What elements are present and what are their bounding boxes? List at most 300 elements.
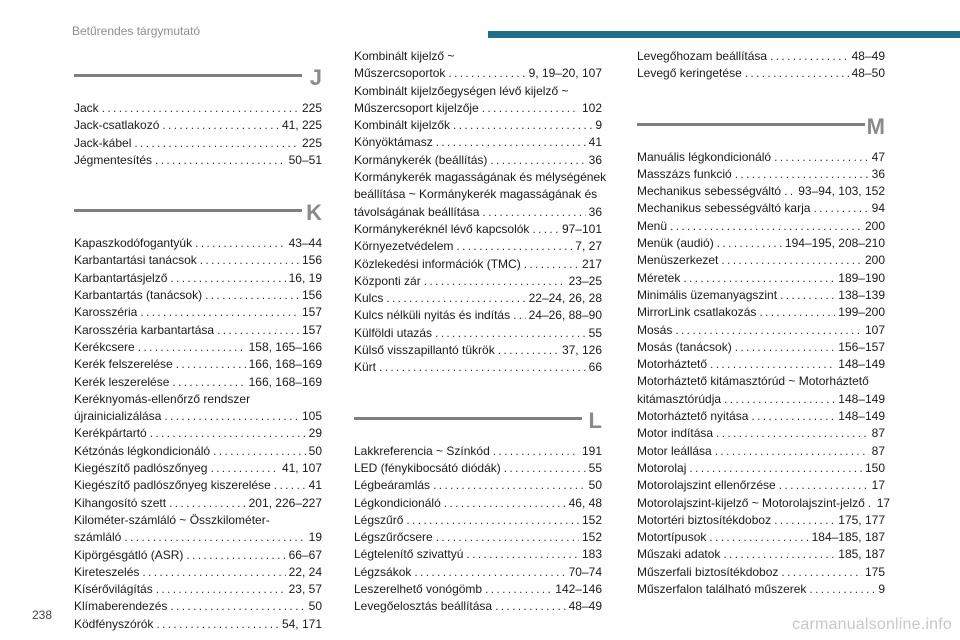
index-entry [637, 166, 885, 183]
index-entry [354, 134, 602, 151]
index-entry-pages: 22, 24 [288, 564, 322, 579]
index-entry [354, 238, 602, 255]
index-entry [637, 356, 885, 373]
index-entry [354, 117, 602, 134]
index-entry-pages: 225 [301, 135, 322, 150]
index-entry-pages: 156 [301, 253, 322, 268]
index-entry-label: Kerékcsere [74, 339, 135, 354]
index-entry-label: Kulcs nélküli nyitás és indítás [354, 308, 511, 323]
index-entry [74, 529, 322, 546]
index-entry-pages: 191 [581, 443, 602, 458]
index-entry [637, 218, 885, 235]
index-entry [637, 149, 885, 166]
index-entry-pages: 200 [864, 218, 885, 233]
index-entry-label: Kerék felszerelése [74, 357, 173, 372]
index-entry-pages: 199–200 [838, 305, 885, 320]
index-entry-pages: 41 [308, 478, 322, 493]
index-entry-label: Központi zár [354, 273, 421, 288]
dot-leader [138, 339, 246, 356]
index-entry-pages: 37, 126 [561, 343, 602, 358]
index-entry [74, 564, 322, 581]
index-entry-label: Méretek [637, 270, 681, 285]
index-entry-label: Manuális légkondicionáló [637, 149, 772, 164]
index-entry-label: Lakkreferencia ~ Színkód [354, 443, 490, 458]
dot-leader [453, 117, 592, 134]
index-entry-pages: 142–146 [555, 582, 602, 597]
dot-leader [784, 183, 795, 200]
index-entry-label: Jack-csatlakozó [74, 118, 160, 133]
index-entry-label: távolságának beállítása [354, 204, 480, 219]
index-entry-label: Mechanikus sebességváltó karja [637, 201, 811, 216]
index-entry-pages: 200 [864, 253, 885, 268]
index-entry-label: Leszerelhető vonógömb [354, 582, 483, 597]
index-entry-label: újrainicializálása [74, 409, 162, 424]
index-section [74, 64, 322, 169]
index-entry [354, 359, 602, 376]
index-entry-pages: 166, 168–169 [248, 374, 322, 389]
index-entry-label: Mosás [637, 322, 673, 337]
dot-leader [386, 290, 525, 307]
index-entry-label: Klímaberendezés [74, 599, 168, 614]
section-letter: J [309, 65, 322, 90]
index-entry-label: Kerékpártartó [74, 426, 147, 441]
dot-leader [780, 287, 835, 304]
index-entry-label: Menü [637, 218, 668, 233]
index-entry [354, 342, 602, 359]
dot-leader [493, 443, 579, 460]
index-entry-pages: 189–190 [838, 270, 885, 285]
index-entry-pages: 41 [588, 135, 602, 150]
index-entry [637, 443, 885, 460]
index-entry [637, 512, 885, 529]
index-entry-pages: 54, 171 [281, 616, 322, 631]
dot-leader [715, 443, 869, 460]
index-entry-pages: 36 [871, 166, 885, 181]
dot-leader [868, 495, 874, 512]
dot-leader [435, 325, 586, 342]
section-heading [74, 199, 322, 235]
dot-leader [176, 356, 246, 373]
index-entry-label: Motor leállása [637, 443, 712, 458]
index-entry-pages: 50–51 [288, 152, 322, 167]
index-entry [354, 256, 602, 273]
index-entry-pages: 194–195, 208–210 [784, 236, 885, 251]
index-entry-pages: 150 [864, 460, 885, 475]
index-entry [637, 65, 885, 82]
index-entry-continued-line: Kormánykerék magasságának és mélységének [354, 170, 607, 185]
index-entry-pages: 152 [581, 530, 602, 545]
index-entry-continued-line: Kombinált kijelzőegységen lévő kijelző ~ [354, 83, 569, 98]
index-entry-label: Motorolajszint-kijelző ~ Motorolajszint-jelző [637, 495, 865, 510]
index-entry-pages: 217 [581, 256, 602, 271]
index-section [637, 113, 891, 599]
index-entry [637, 564, 885, 581]
index-entry-label: kitámasztórúdja [637, 391, 722, 406]
index-entry-label: Minimális üzemanyagszint [637, 287, 778, 302]
index-entry-continued-line: Kilométer-számláló ~ Összkilométer- [74, 512, 270, 527]
index-entry-pages: 184–185, 187 [811, 530, 885, 545]
dot-leader [683, 270, 835, 287]
index-entry [637, 48, 885, 65]
index-entry [74, 135, 322, 152]
index-entry-pages: 138–139 [838, 287, 885, 302]
dot-leader [124, 529, 305, 546]
index-entry [74, 322, 322, 339]
index-entry-continued-line: Kombinált kijelző ~ [354, 49, 455, 63]
index-entry-label: Kireteszelés [74, 564, 140, 579]
dot-leader [200, 252, 299, 269]
index-entry-pages: 50 [308, 443, 322, 458]
index-entry-pages: 105 [301, 409, 322, 424]
index-entry [637, 183, 885, 200]
section-heading [74, 64, 322, 100]
index-entry [637, 200, 885, 217]
index-entry-pages: 175, 177 [838, 512, 885, 527]
index-entry-label: Karosszéria [74, 305, 138, 320]
index-entry-pages: 41, 107 [281, 461, 322, 476]
index-entry [74, 100, 322, 117]
index-entry-pages: 156–157 [838, 339, 885, 354]
dot-leader [210, 460, 279, 477]
index-entry-label: Kombinált kijelzők [354, 118, 451, 133]
index-entry [637, 425, 885, 442]
index-entry-pages: 87 [871, 443, 885, 458]
index-entry-label: Motortéri biztosítékdoboz [637, 512, 772, 527]
index-entry-pages: 48–49 [851, 49, 885, 63]
dot-leader [670, 218, 862, 235]
index-entry-pages: 50 [588, 478, 602, 493]
index-entry [637, 408, 885, 425]
index-entry-pages: 148–149 [838, 391, 885, 406]
index-column [354, 48, 607, 616]
index-entry-pages: 48–49 [568, 599, 602, 614]
index-entry-pages: 70–74 [568, 564, 602, 579]
dot-leader [170, 270, 285, 287]
index-entry [354, 443, 602, 460]
dot-leader [424, 273, 566, 290]
dot-leader [466, 546, 579, 563]
index-entry-pages: 107 [864, 322, 885, 337]
index-entry [637, 546, 885, 563]
index-entry [74, 460, 322, 477]
index-entry [354, 307, 602, 324]
index-entry-pages: 55 [588, 325, 602, 340]
index-entry-pages: 87 [871, 426, 885, 441]
index-entry-label: Légszűrőcsere [354, 530, 433, 545]
dot-leader [809, 581, 875, 598]
index-entry-pages: 9 [595, 118, 602, 133]
index-entry-pages: 185, 187 [838, 547, 885, 562]
index-entry [74, 408, 322, 425]
index-entry [354, 598, 602, 615]
index-entry-label: Légbeáramlás [354, 478, 431, 493]
index-entry-label: Levegőhozam beállítása [637, 49, 768, 63]
index-entry-pages: 17 [876, 495, 891, 510]
index-entry [354, 221, 602, 238]
index-entry [74, 339, 322, 356]
index-entry-label: Motorolajszint ellenőrzése [637, 478, 776, 493]
index-entry-label: Műszaki adatok [637, 547, 721, 562]
index-entry-label: Karbantartás (tanácsok) [74, 288, 203, 303]
dot-leader [140, 304, 299, 321]
index-entry [74, 443, 322, 460]
index-entry-label: Motortípusok [637, 530, 707, 545]
index-entry-pages: 43–44 [288, 236, 322, 251]
index-entry-pages: 157 [301, 322, 322, 337]
index-entry-label: Motor indítása [637, 426, 714, 441]
index-entry [74, 270, 322, 287]
section-letter: M [866, 113, 885, 139]
dot-leader [735, 339, 836, 356]
index-entry [74, 425, 322, 442]
index-entry-label: LED (fénykibocsátó diódák) [354, 460, 501, 475]
index-entry [354, 529, 602, 546]
dot-leader [162, 117, 279, 134]
index-entry-pages: 29 [308, 426, 322, 441]
index-entry [74, 152, 322, 169]
dot-leader [774, 512, 835, 529]
index-entry [354, 65, 602, 82]
index-entry [637, 529, 885, 546]
index-entry [74, 252, 322, 269]
dot-leader [205, 287, 299, 304]
index-entry-label: Kapaszkodófogantyúk [74, 236, 193, 251]
index-entry-label: Menük (audió) [637, 236, 714, 251]
index-entry-label: számláló [74, 530, 122, 545]
section-letter: K [306, 200, 322, 226]
index-entry [354, 204, 602, 221]
index-entry [637, 581, 885, 598]
index-entry-label: Könyöktámasz [354, 135, 433, 150]
dot-leader [134, 135, 299, 152]
index-entry-pages: 16, 19 [288, 270, 322, 285]
index-entry-pages: 66–67 [288, 547, 322, 562]
dot-leader [169, 495, 246, 512]
dot-leader [759, 304, 835, 321]
dot-leader [156, 581, 286, 598]
dot-leader [709, 529, 808, 546]
index-entry-label: Kihangosító szett [74, 495, 167, 510]
running-header-title: Betűrendes tárgymutató [72, 24, 201, 38]
index-entry-label: Külső visszapillantó tükrök [354, 343, 495, 358]
index-entry-label: Karbantartásjelző [74, 270, 168, 285]
index-entry-label: Légkondicionáló [354, 495, 441, 510]
index-entry-pages: 23–25 [568, 273, 602, 288]
dot-leader [186, 547, 285, 564]
index-entry-label: Karbantartási tanácsok [74, 253, 197, 268]
watermark: carmanualsonline.info [792, 616, 952, 633]
index-entry-pages: 148–149 [838, 357, 885, 372]
index-entry-pages: 9 [878, 582, 885, 597]
dot-leader [751, 408, 835, 425]
index-section [354, 48, 607, 377]
index-entry-label: Ködfényszórók [74, 616, 154, 631]
index-entry [637, 339, 885, 356]
index-entry-label: MirrorLink csatlakozás [637, 305, 757, 320]
header-accent-bar [488, 31, 960, 38]
dot-leader [436, 134, 586, 151]
dot-leader [456, 238, 572, 255]
index-entry-label: Jack-kábel [74, 135, 132, 150]
index-entry-pages: 17 [871, 478, 885, 493]
section-rule [637, 123, 865, 126]
dot-leader [155, 152, 286, 169]
index-entry [74, 495, 322, 512]
index-entry-pages: 50 [308, 599, 322, 614]
dot-leader [524, 256, 579, 273]
index-entry [354, 564, 602, 581]
index-entry-pages: 201, 226–227 [248, 495, 322, 510]
dot-leader [770, 48, 849, 65]
index-column [637, 48, 891, 598]
dot-leader [172, 374, 245, 391]
index-section [74, 199, 322, 633]
index-entry [354, 325, 602, 342]
index-entry [74, 304, 322, 321]
dot-leader [724, 391, 835, 408]
index-entry [637, 252, 885, 269]
index-entry-continued-line: beállítása ~ Kormánykerék magasságának és [354, 187, 598, 202]
dot-leader [490, 152, 585, 169]
dot-leader [142, 564, 285, 581]
index-entry [74, 235, 322, 252]
dot-leader [735, 166, 869, 183]
index-entry-label: Masszázs funkció [637, 166, 732, 181]
section-letter: L [588, 407, 602, 433]
dot-leader [102, 100, 299, 117]
index-entry-pages: 156 [301, 288, 322, 303]
index-entry [354, 290, 602, 307]
index-section [637, 48, 885, 83]
dot-leader [513, 307, 526, 324]
index-entry-pages: 41, 225 [281, 118, 322, 133]
index-entry-label: Közlekedési információk (TMC) [354, 256, 521, 271]
index-entry [354, 152, 602, 169]
dot-leader [485, 581, 552, 598]
index-entry-label: Légszűrő [354, 512, 404, 527]
index-entry-label: Kipörgésgátló (ASR) [74, 547, 184, 562]
index-entry [637, 495, 891, 512]
index-entry-label: Kísérővilágítás [74, 582, 153, 597]
index-entry-label: Kerék leszerelése [74, 374, 170, 389]
dot-leader [495, 598, 566, 615]
index-entry-pages: 166, 168–169 [248, 357, 322, 372]
index-entry [354, 477, 602, 494]
dot-leader [195, 235, 286, 252]
section-rule [74, 209, 302, 212]
index-entry-pages: 47 [871, 149, 885, 164]
index-entry-pages: 22–24, 26, 28 [528, 291, 602, 306]
index-entry-label: Levegőelosztás beállítása [354, 599, 493, 614]
dot-leader [723, 546, 835, 563]
index-entry-continued-line: Keréknyomás-ellenőrző rendszer [74, 391, 251, 406]
index-entry [74, 477, 322, 494]
dot-leader [745, 65, 849, 82]
dot-leader [779, 477, 869, 494]
index-entry-pages: 183 [581, 547, 602, 562]
index-entry-pages: 66 [588, 360, 602, 375]
dot-leader [774, 149, 869, 166]
index-entry-pages: 175 [864, 564, 885, 579]
dot-leader [448, 65, 525, 82]
index-entry [74, 547, 322, 564]
index-column [74, 56, 322, 633]
index-entry-label: Kormánykerék (beállítás) [354, 152, 488, 167]
dot-leader [482, 100, 579, 117]
dot-leader [716, 425, 869, 442]
index-entry-label: Műszercsoport kijelzője [354, 100, 479, 115]
index-entry [354, 581, 602, 598]
dot-leader [433, 477, 586, 494]
index-entry-label: Mosás (tanácsok) [637, 339, 732, 354]
index-entry-pages: 46, 48 [568, 495, 602, 510]
index-entry-pages: 152 [581, 512, 602, 527]
index-entry [354, 546, 602, 563]
index-entry-pages: 158, 165–166 [248, 339, 322, 354]
dot-leader [213, 443, 306, 460]
index-entry-label: Jégmentesítés [74, 152, 153, 167]
section-rule [354, 417, 582, 420]
dot-leader [164, 408, 299, 425]
index-entry [354, 273, 602, 290]
index-entry-label: Mechanikus sebességváltó [637, 184, 782, 199]
index-entry [74, 356, 322, 373]
dot-leader [156, 616, 279, 633]
index-entry [74, 616, 322, 633]
index-entry-label: Menüszerkezet [637, 253, 719, 268]
dot-leader [217, 322, 299, 339]
dot-leader [675, 322, 862, 339]
section-heading [637, 113, 885, 149]
dot-leader [498, 342, 559, 359]
index-entry-label: Motorolaj [637, 460, 687, 475]
index-entry-pages: 97–101 [561, 221, 602, 236]
index-entry-pages: 102 [581, 100, 602, 115]
index-entry-label: Motorháztető [637, 357, 708, 372]
index-entry-label: Jack [74, 101, 99, 115]
index-entry-pages: 36 [588, 152, 602, 167]
index-entry [637, 270, 885, 287]
index-entry-label: Külföldi utazás [354, 325, 433, 340]
index-entry [637, 322, 885, 339]
index-entry-label: Motorháztető nyitása [637, 409, 749, 424]
index-entry [74, 581, 322, 598]
index-entry [637, 287, 885, 304]
dot-leader [710, 356, 835, 373]
index-entry [354, 512, 602, 529]
index-entry-pages: 36 [588, 204, 602, 219]
index-entry-label: Kiegészítő padlószőnyeg [74, 461, 208, 476]
section-heading [354, 407, 602, 443]
dot-leader [813, 200, 868, 217]
index-entry [637, 460, 885, 477]
dot-leader [721, 252, 862, 269]
index-entry [637, 391, 885, 408]
dot-leader [436, 529, 579, 546]
index-entry [74, 598, 322, 615]
index-entry-pages: 24–26, 88–90 [528, 308, 602, 323]
index-entry-pages: 225 [301, 101, 322, 115]
page-number: 238 [32, 608, 53, 622]
index-entry-pages: 148–149 [838, 409, 885, 424]
dot-leader [379, 359, 586, 376]
index-entry-label: Levegő keringetése [637, 66, 742, 81]
index-entry-label: Karosszéria karbantartása [74, 322, 215, 337]
dot-leader [781, 564, 862, 581]
index-entry [354, 100, 602, 117]
index-entry-pages: 93–94, 103, 152 [798, 184, 885, 199]
dot-leader [689, 460, 862, 477]
